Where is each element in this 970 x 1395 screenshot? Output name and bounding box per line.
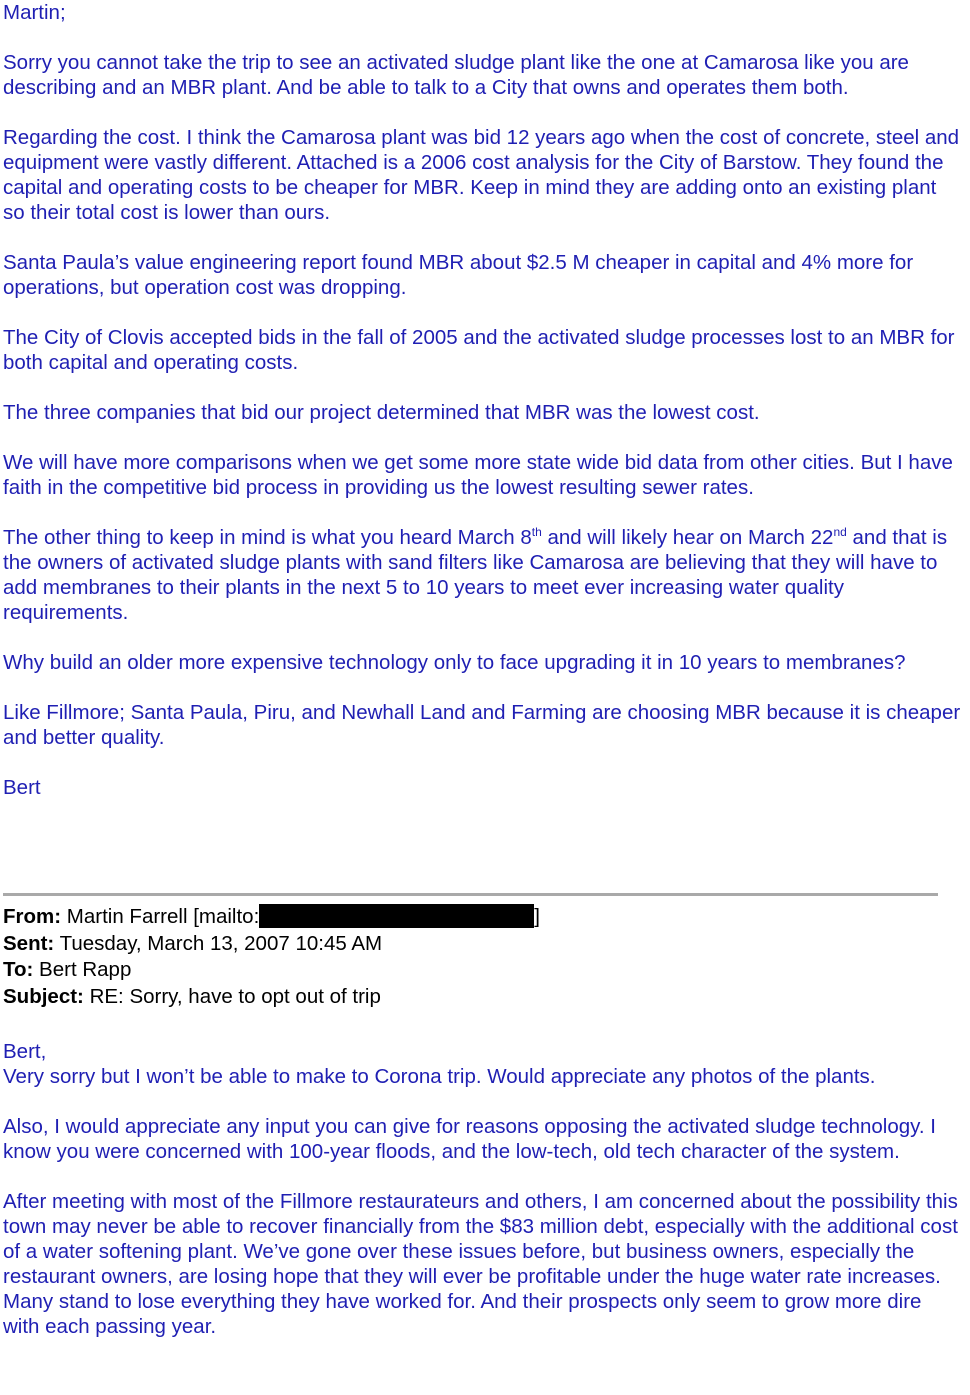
- original-paragraph: Also, I would appreciate any input you can give for reasons opposing the activated sludge technology. I know you were concerned with 100-year floods, and the low-tech, old tech character of the system.: [3, 1115, 936, 1163]
- email-header: [3, 904, 963, 1010]
- reply-body: [3, 0, 963, 800]
- reply-paragraph: Regarding the cost. I think the Camarosa plant was bid 12 years ago when the cost of concrete, steel and equipment were vastly different. Attached is a 2006 cost analysis for the City of Barstow. They found the capital and operating costs to be cheaper for MBR. Keep in mind they are adding onto an existing plant so their total cost is lower than ours.: [3, 126, 960, 224]
- original-paragraph: After meeting with most of the Fillmore restaurateurs and others, I am concerned about the possibility this town may never be able to recover financially from the $83 million debt, especially with the additional cost of a water softening plant. We’ve gone over these issues before, but business owners, especially the restaurant owners, are losing hope that they will ever be profitable under the huge water rate increases. Many stand to lose everything they have worked for. And their prospects only seem to grow more dire with each passing year.: [3, 1190, 958, 1338]
- from-label: From:: [3, 905, 62, 928]
- to-value: Bert Rapp: [33, 958, 132, 981]
- sent-line: [3, 931, 963, 958]
- march-text-3: and that is the owners of activated sludge plants with sand filters like Camarosa are believing that they will have to add membranes to their plants in the next 5 to 10 years to meet ever increasing water quality requirements.: [3, 526, 948, 624]
- reply-paragraph: The three companies that bid our project determined that MBR was the lowest cost.: [3, 401, 760, 424]
- reply-paragraph: We will have more comparisons when we get some more state wide bid data from other cities. But I have faith in the competitive bid process in providing us the lowest resulting sewer rates.: [3, 451, 953, 499]
- march-text-1: The other thing to keep in mind is what you heard March 8: [3, 526, 532, 549]
- original-line: Very sorry but I won’t be able to make to Corona trip. Would appreciate any photos of the plants.: [3, 1065, 876, 1088]
- separator-rule: [3, 893, 938, 896]
- redacted-email-block: [259, 904, 534, 928]
- sent-value: Tuesday, March 13, 2007 10:45 AM: [54, 931, 383, 955]
- reply-paragraph: Why build an older more expensive technology only to face upgrading it in 10 years to membranes?: [3, 651, 906, 674]
- subject-line: [3, 984, 963, 1011]
- from-value: Martin Farrell [mailto:: [61, 905, 260, 928]
- to-line: [3, 957, 963, 984]
- reply-signature: Bert: [3, 776, 41, 799]
- march-text-2: and will likely hear on March 22: [541, 526, 834, 549]
- reply-paragraph: Sorry you cannot take the trip to see an activated sludge plant like the one at Camarosa like you are describing and an MBR plant. And be able to talk to a City that owns and operates them both.: [3, 51, 909, 99]
- reply-greeting: Martin;: [3, 1, 66, 24]
- original-greeting: Bert,: [3, 1040, 47, 1063]
- from-close: ]: [534, 905, 540, 928]
- reply-paragraph: The City of Clovis accepted bids in the fall of 2005 and the activated sludge processes lost to an MBR for both capital and operating costs.: [3, 326, 955, 374]
- superscript-nd: nd: [833, 525, 847, 540]
- from-line: [3, 904, 963, 931]
- reply-march-paragraph: [3, 525, 963, 625]
- to-label: To:: [3, 958, 34, 981]
- sent-label: Sent:: [3, 931, 55, 955]
- subject-value: RE: Sorry, have to opt out of trip: [83, 984, 381, 1008]
- original-message-body: [3, 1039, 963, 1339]
- subject-label: Subject:: [3, 984, 84, 1008]
- superscript-th: th: [531, 525, 542, 540]
- reply-paragraph: Like Fillmore; Santa Paula, Piru, and Newhall Land and Farming are choosing MBR because it is cheaper and better quality.: [3, 701, 961, 749]
- reply-paragraph: Santa Paula’s value engineering report found MBR about $2.5 M cheaper in capital and 4% more for operations, but operation cost was dropping.: [3, 251, 914, 299]
